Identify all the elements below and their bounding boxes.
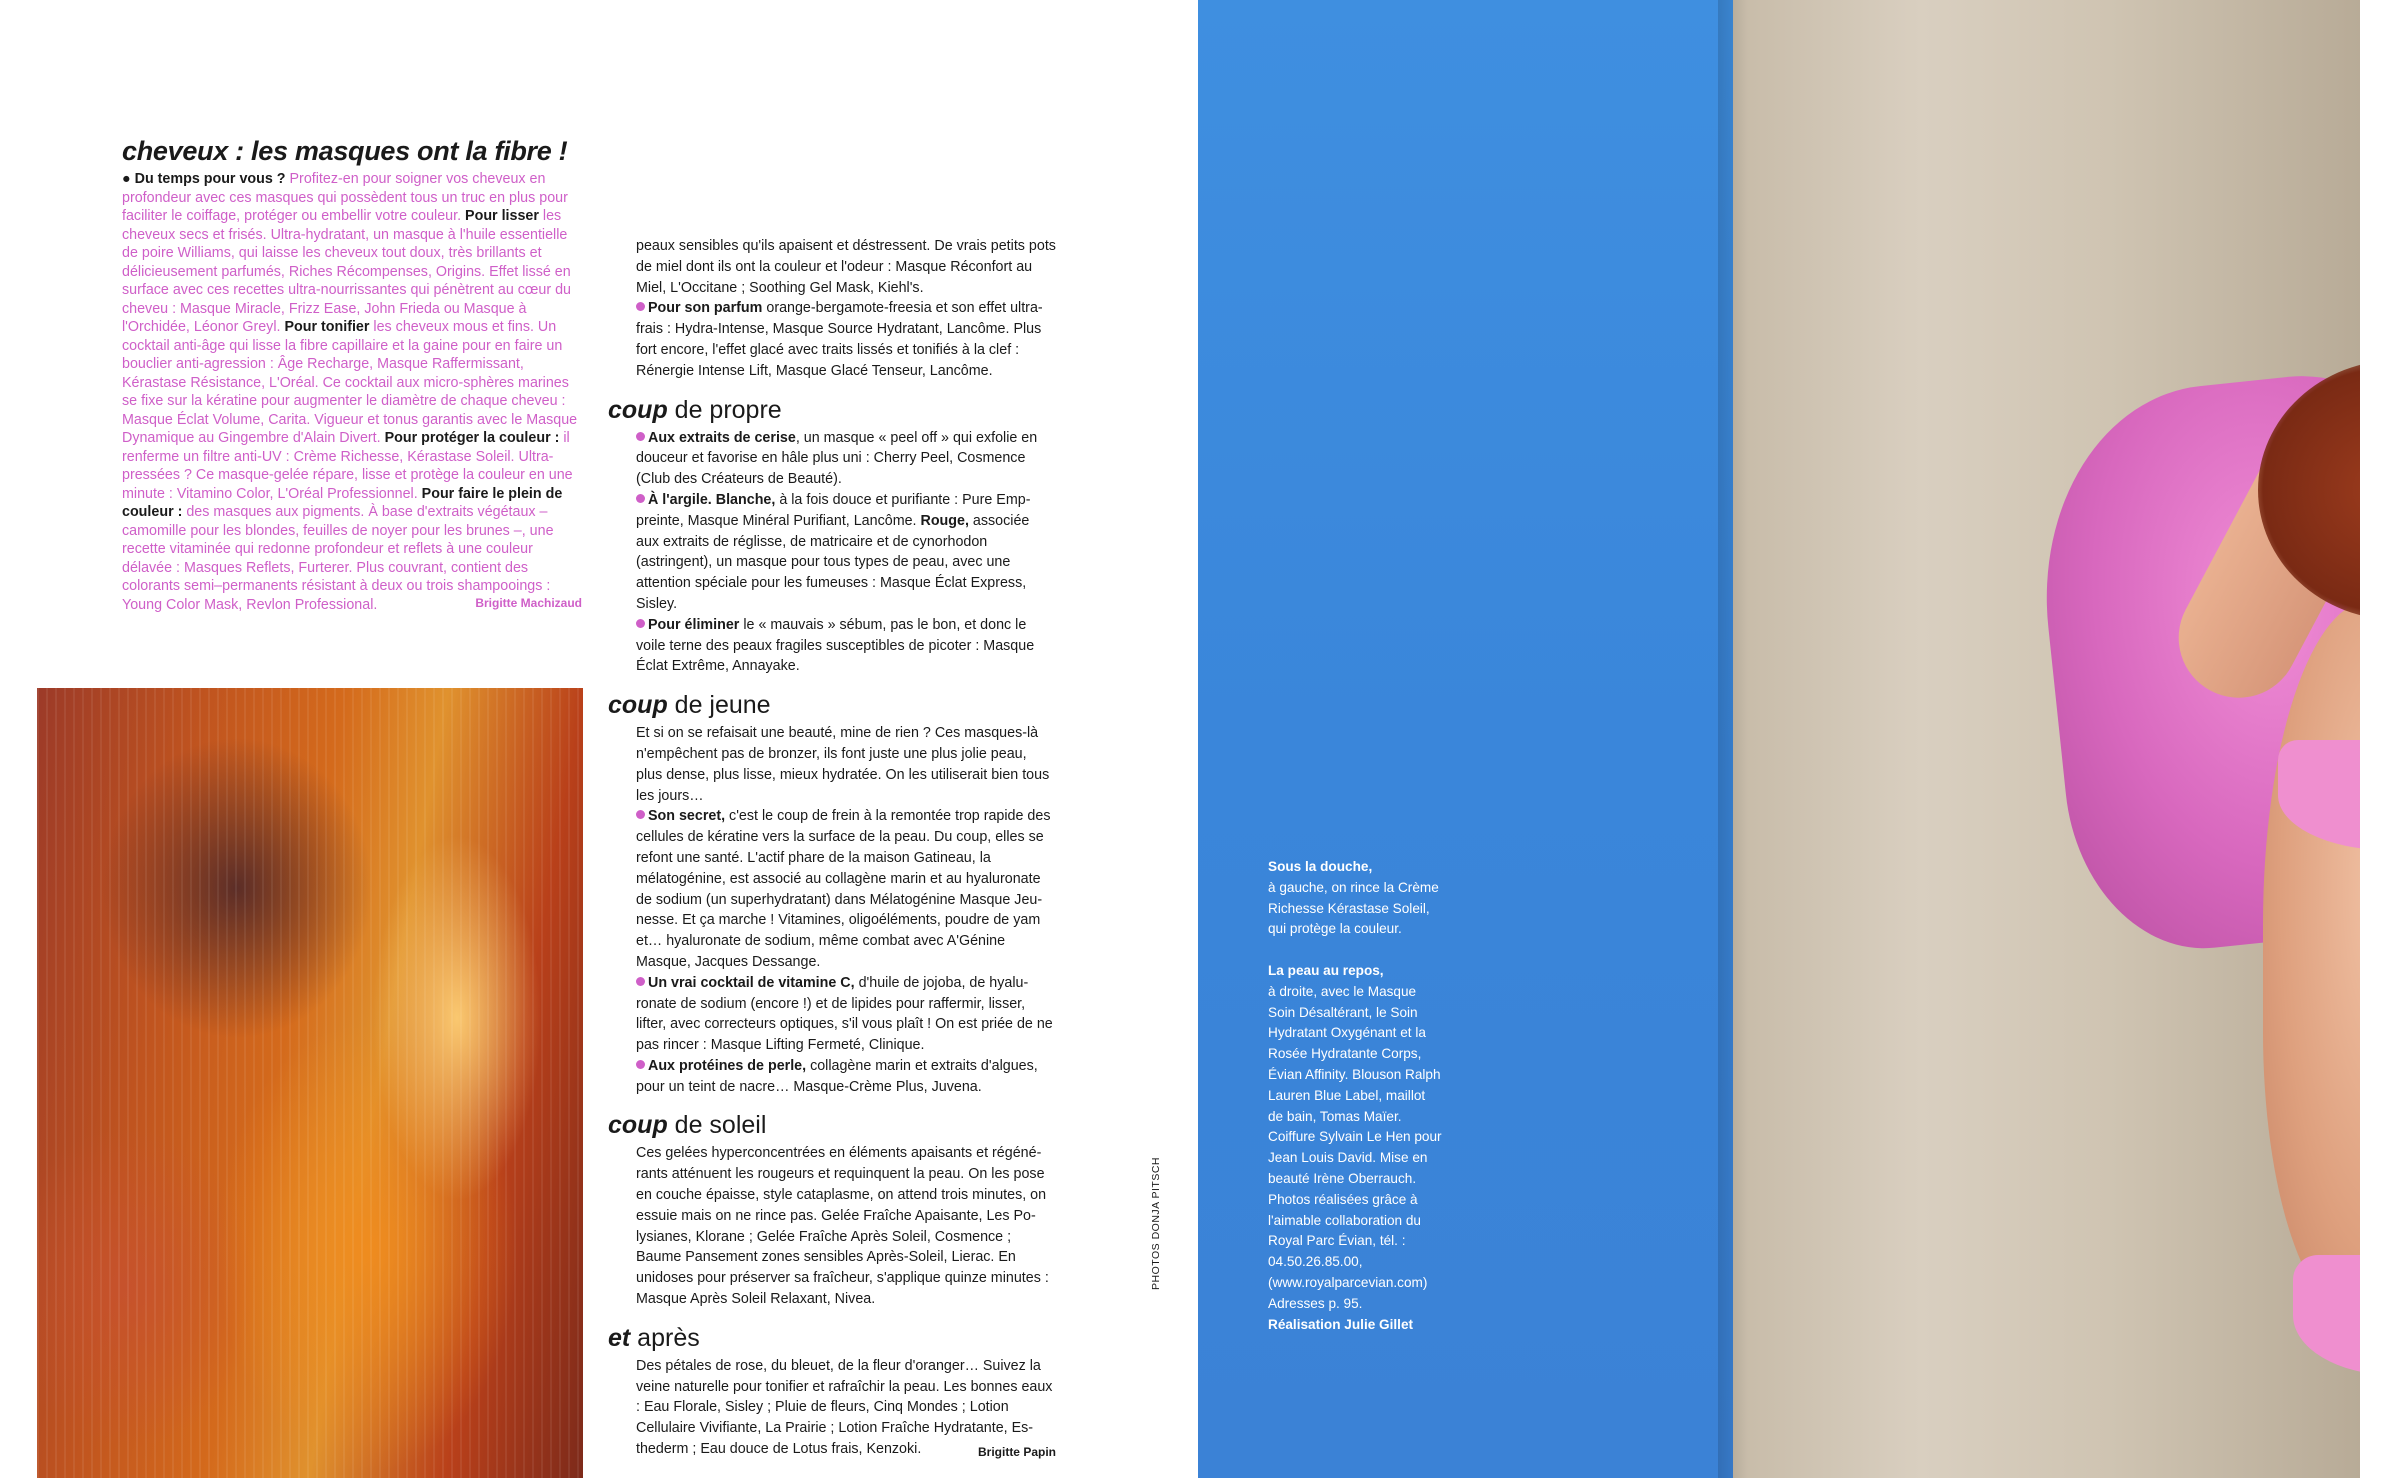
photo-credit: PHOTOS DONJA PITSCH xyxy=(1150,1157,1162,1290)
section-heading-propre xyxy=(608,394,1056,426)
photo-caption xyxy=(1268,857,1443,1356)
section-heading-jeune xyxy=(608,689,1056,721)
argile-heading: À l'argile. Blanche, xyxy=(648,491,776,508)
heading-rest: de soleil xyxy=(667,1111,767,1140)
caption-rest-heading: La peau au repos, xyxy=(1268,962,1384,978)
jeune-intro: Et si on se refaisait une beauté, mine de rien ? Ces masques-là n'empêchent pas de bronzer, ils font juste une plus jolie peau, plus dense, plus lisse, mieux hydratée. On les utiliserait bien tous les jours… xyxy=(636,725,1050,804)
caption-rest-text: à droite, avec le Masque Soin Désaltérant, le Soin Hydratant Oxygénant et la Rosée Hydratante Corps, Évian Affinity. Blouson Ralph Lauren Blue Label, maillot de bain, Tomas Maïer. Coiffure Sylvain Le Hen pour Jean Louis David. Mise en beauté Irène Oberrauch. Photos réalisées grâce à l'aimable collaboration du Royal Parc Évian, tél. : 04.50.26.85.00, (www.royalparcevian.com) Adresses p. 95. xyxy=(1268,983,1442,1311)
argile-text: à la fois douce et purifiante : Pure Emp-preinte, Masque Minéral Purifiant, Lancôme. xyxy=(636,491,1031,529)
rouge-heading: Rouge, xyxy=(920,512,969,529)
heading-emphasis: coup xyxy=(608,691,668,720)
plein-text: des masques aux pigments. À base d'extraits végétaux – camomille pour les blondes, feuilles de noyer pour les brunes –, une recette vitaminée qui redonne profondeur et reflets à une couleur délavée : Masques Reflets, Furterer. Plus couvrant, contient des colorants semi–permanents résistant à deux ou trois shampooings : Young Color Mask, Revlon Professional. xyxy=(122,504,554,613)
tonifier-text: les cheveux mous et fins. Un cocktail anti-âge qui lisse la fibre capillaire et la gaine pour en faire un bouclier anti-agression : Âge Recharge, Masque Raffermissant, Kérastase Résistance, L'Oréal. Ce cocktail aux micro-sphères marines se fixe sur la kératine pour augmenter le diamètre de chaque cheveu : Masque Éclat Volume, Carita. Vigueur et tonus garantis avec le Masque Dynamique au Gingembre d'Alain Divert. xyxy=(122,319,578,446)
plein-heading: Pour faire le plein de couleur : xyxy=(122,485,563,520)
heading-rest: après xyxy=(630,1323,700,1352)
secret-text: c'est le coup de frein à la remontée trop rapide des cellules de kératine vers la surface de la peau. Du coup, elles se refont une santé. L'actif phare de la maison Gatineau, la mélatogénine, est associé au collagène marin et au hyaluronate de sodium (un superhydratant) dans Mélatogénine Masque Jeu-nesse. Et ça marche ! Vitamines, oligoéléments, poudre de yam et… hyaluronate de sodium, même combat avec A'Génine Masque, Jacques Dessange. xyxy=(636,808,1051,970)
heading-emphasis: coup xyxy=(608,395,668,424)
rouge-text: associée aux extraits de réglisse, de matricaire et de cynorhodon (astringent), un masque pour tous types de peau, avec une attention spéciale pour les fumeuses : Masque Éclat Express, Sisley. xyxy=(636,512,1030,612)
author-signature-mid: Brigitte Papin xyxy=(977,1445,1056,1460)
pink-bullet-icon xyxy=(636,977,645,986)
pink-bullet-icon xyxy=(636,432,645,441)
water-streaks xyxy=(37,688,583,1478)
ledge-shadow xyxy=(1718,0,1748,1478)
couleur-text: il renferme un filtre anti-UV : Crème Richesse, Kérastase Soleil. Ultra-pressées ? Ce masque-gelée répare, lisse et protège la couleur en une minute : Vitamino Color, L'Oréal Professionnel. xyxy=(122,430,573,502)
shower-photo xyxy=(37,688,583,1478)
argile-paragraph xyxy=(636,490,1056,615)
eliminer-paragraph xyxy=(636,615,1056,677)
pink-bullet-icon xyxy=(636,494,645,503)
cerise-paragraph xyxy=(636,428,1056,490)
vitc-paragraph xyxy=(636,973,1056,1056)
pink-bullet-icon xyxy=(636,302,645,311)
article-left-column xyxy=(122,136,582,613)
caption-shower-heading: Sous la douche, xyxy=(1268,859,1373,874)
article-title: cheveux : les masques ont la fibre ! xyxy=(122,136,568,166)
eliminer-text: le « mauvais » sébum, pas le bon, et donc le voile terne des peaux fragiles susceptibles de picoter : Masque Éclat Extrême, Annayake. xyxy=(636,616,1035,675)
couleur-heading: Pour protéger la couleur : xyxy=(384,430,560,446)
bullet-icon: ● xyxy=(122,171,131,187)
author-signature-left: Brigitte Machizaud xyxy=(475,596,582,610)
cerise-heading: Aux extraits de cerise xyxy=(648,429,796,446)
apres-paragraph xyxy=(636,1356,1056,1460)
section-heading-apres xyxy=(608,1322,1056,1354)
heading-emphasis: coup xyxy=(608,1111,668,1140)
section-heading-soleil xyxy=(608,1109,1056,1141)
heading-rest: de propre xyxy=(667,395,782,424)
eliminer-heading: Pour éliminer xyxy=(648,616,740,633)
caption-rest xyxy=(1268,961,1443,1335)
lisser-heading: Pour lisser xyxy=(465,208,539,224)
caption-credit: Réalisation Julie Gillet xyxy=(1268,1316,1414,1332)
heading-rest: de jeune xyxy=(667,691,771,720)
perle-heading: Aux protéines de perle, xyxy=(648,1057,807,1074)
perle-paragraph xyxy=(636,1056,1056,1098)
pink-bullet-icon xyxy=(636,810,645,819)
vitc-heading: Un vrai cocktail de vitamine C, xyxy=(648,974,855,991)
apres-text: Des pétales de rose, du bleuet, de la fleur d'oranger… Suivez la veine naturelle pour tonifier et rafraîchir la peau. Les bonnes eaux : Eau Florale, Sisley ; Pluie de fleurs, Cinq Mondes ; Lotion Cellulaire Vivifiante, La Prairie ; Lotion Fraîche Hydratante, Es-thederm ; Eau douce de Lotus frais, Kenzoki. xyxy=(636,1357,1053,1458)
article-left-body xyxy=(122,170,582,614)
secret-heading: Son secret, xyxy=(648,808,726,825)
parfum-paragraph xyxy=(636,298,1056,381)
parfum-heading: Pour son parfum xyxy=(648,300,763,317)
tonifier-heading: Pour tonifier xyxy=(284,319,370,335)
pink-bullet-icon xyxy=(636,619,645,628)
secret-paragraph xyxy=(636,806,1056,972)
caption-shower-text: à gauche, on rince la Crème Richesse Kérastase Soleil, qui protège la couleur. xyxy=(1268,879,1439,937)
parfum-text: orange-bergamote-freesia et son effet ultra-frais : Hydra-Intense, Masque Source Hydratant, Lancôme. Plus fort encore, l'effet glacé avec traits lissés et tonifiés à la clef : Rénergie Intense Lift, Masque Glacé Tenseur, Lancôme. xyxy=(636,300,1043,379)
article-middle-column xyxy=(608,236,1056,1463)
intro-paragraph: peaux sensibles qu'ils apaisent et déstressent. De vrais petits pots de miel dont ils ont la couleur et l'odeur : Masque Réconfort au Miel, L'Occitane ; Soothing Gel Mask, Kiehl's. xyxy=(636,238,1056,296)
lisser-text: les cheveux secs et frisés. Ultra-hydratant, un masque à l'huile essentielle de poire Williams, qui laisse les cheveux tout doux, très brillants et délicieusement parfumés, Riches Récompenses, Origins. Effet lissé en surface avec ces recettes ultra-nourrissantes qui pénètrent au cœur du cheveu : Masque Miracle, Frizz Ease, John Frieda ou Masque à l'Orchidée, Léonor Greyl. xyxy=(122,208,571,335)
caption-shower xyxy=(1268,857,1443,940)
perle-text: collagène marin et extraits d'algues, pour un teint de nacre… Masque-Crème Plus, Juvena. xyxy=(636,1057,1038,1095)
intro-heading: Du temps pour vous ? xyxy=(134,171,286,187)
cerise-text: , un masque « peel off » qui exfolie en douceur et favorise en hâle plus uni : Cherry Peel, Cosmence (Club des Créateurs de Beauté). xyxy=(636,429,1038,488)
heading-emphasis: et xyxy=(608,1323,631,1352)
pink-bullet-icon xyxy=(636,1060,645,1069)
soleil-paragraph: Ces gelées hyperconcentrées en éléments apaisants et régéné-rants atténuent les rougeurs et requinquent la peau. On les pose en couche épaisse, style cataplasme, on attend trois minutes, on essuie mais on ne rince pas. Gelée Fraîche Apaisante, Les Po-lysianes, Klorane ; Gelée Fraîche Après Soleil, Cosmence ; Baume Pansement zones sensibles Après-Soleil, Lierac. En unidoses pour préserver sa fraîcheur, s'applique quinze minutes : Masque Après Soleil Relaxant, Nivea. xyxy=(636,1145,1049,1308)
vitc-text: d'huile de jojoba, de hyalu-ronate de sodium (encore !) et de lipides pour raffermir, lisser, lifter, avec correcteurs optiques, s'il vous plaît ! On est priée de ne pas rincer : Masque Lifting Fermeté, Clinique. xyxy=(636,974,1053,1054)
intro-text: Profitez-en pour soigner vos cheveux en profondeur avec ces masques qui possèdent tous un truc en plus pour faciliter le coiffage, protéger ou embellir votre couleur. xyxy=(122,171,568,224)
